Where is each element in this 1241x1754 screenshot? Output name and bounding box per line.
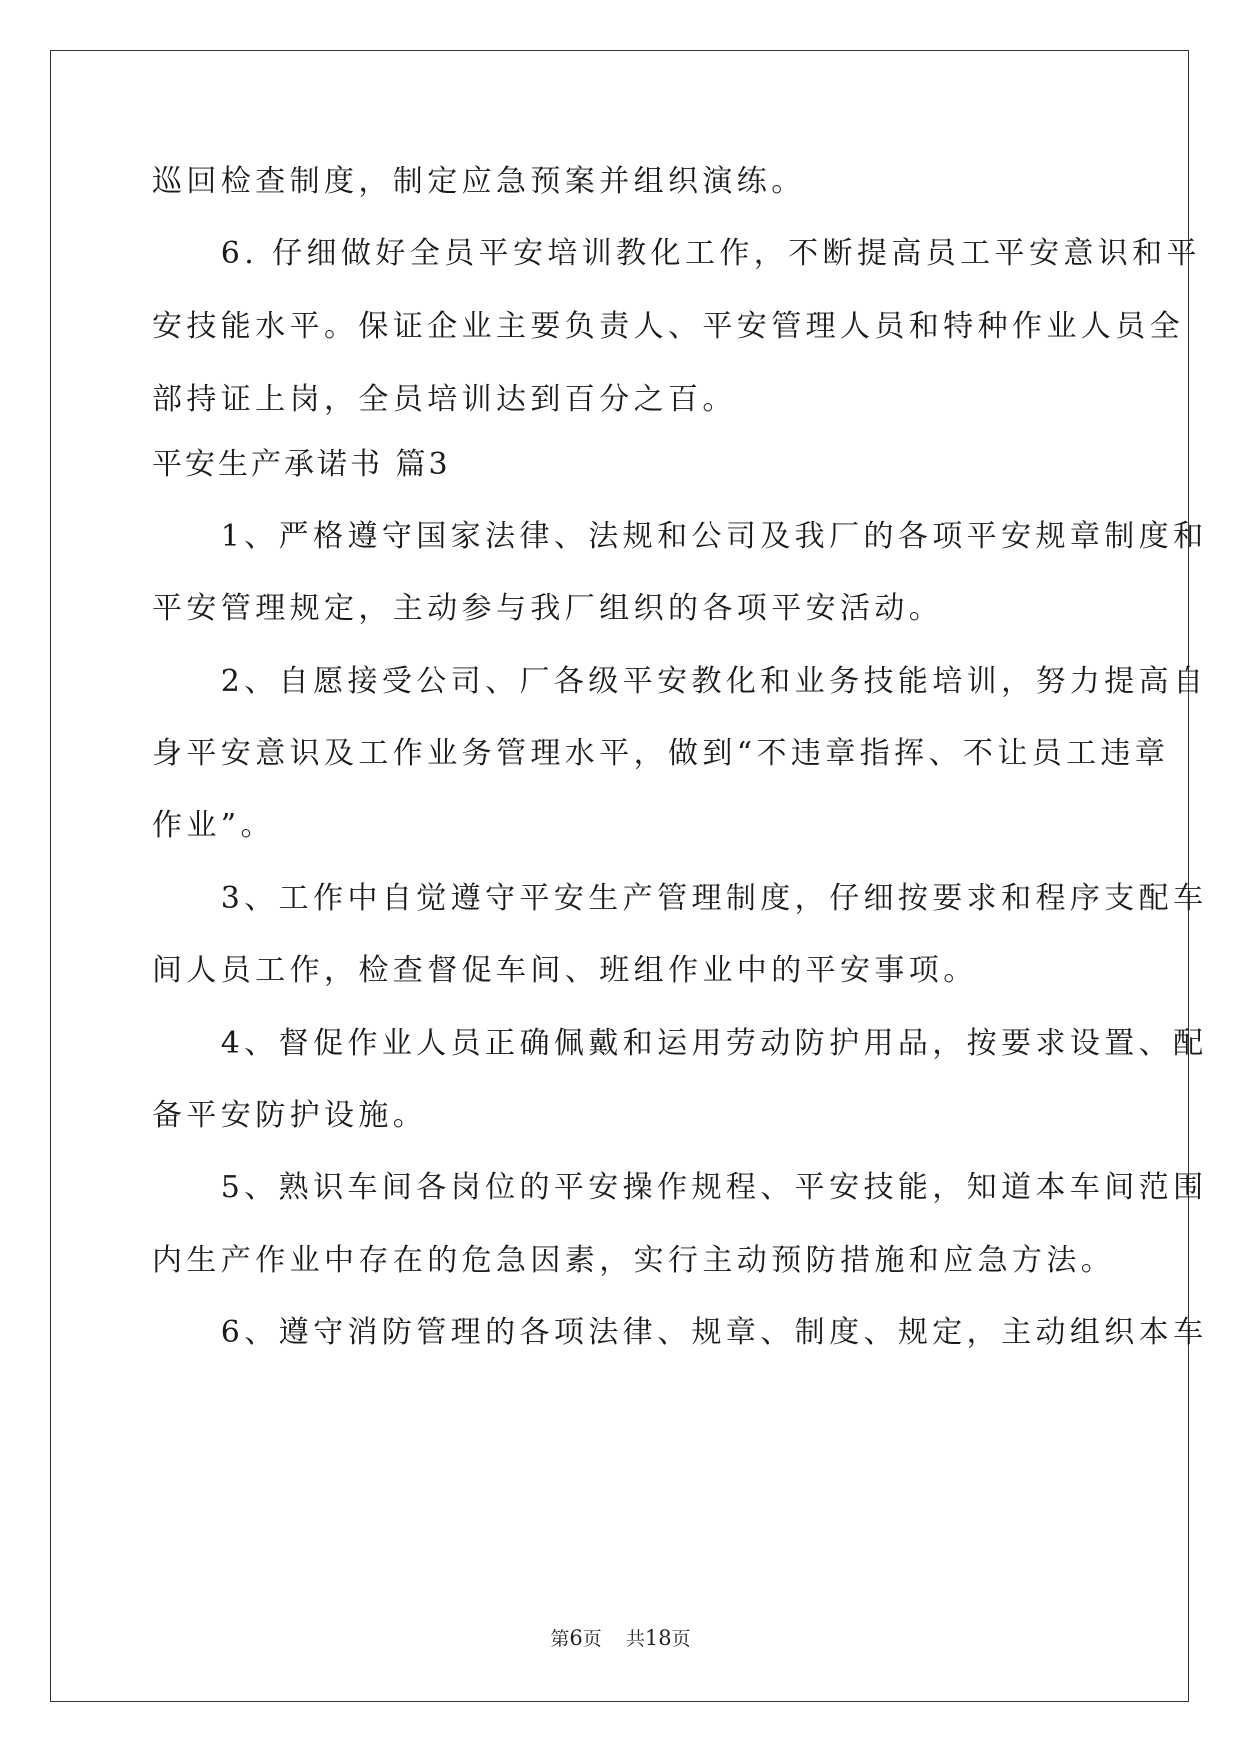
text-line: 4、督促作业人员正确佩戴和运用劳动防护用品，按要求设置、配 — [152, 1026, 1208, 1061]
text-line: 2、自愿接受公司、厂各级平安教化和业务技能培训，努力提高自 — [152, 664, 1208, 699]
page-border — [50, 50, 1189, 1702]
text-line: 平安管理规定，主动参与我厂组织的各项平安活动。 — [152, 591, 944, 626]
page-footer — [0, 1624, 1241, 1651]
text-line: 6. 仔细做好全员平安培训教化工作，不断提高员工平安意识和平 — [152, 236, 1201, 271]
text-line: 3、工作中自觉遵守平安生产管理制度，仔细按要求和程序支配车 — [152, 881, 1208, 916]
footer-prefix: 第 — [550, 1628, 570, 1650]
text-line: 部持证上岗，全员培训达到百分之百。 — [152, 382, 737, 417]
text-line: 1、严格遵守国家法律、法规和公司及我厂的各项平安规章制度和 — [152, 519, 1208, 554]
text-line: 身平安意识及工作业务管理水平，做到“不违章指挥、不让员工违章 — [152, 736, 1170, 771]
text-line: 内生产作业中存在的危急因素，实行主动预防措施和应急方法。 — [152, 1243, 1116, 1278]
text-line: 5、熟识车间各岗位的平安操作规程、平安技能，知道本车间范围 — [152, 1170, 1208, 1205]
section-heading: 平安生产承诺书 篇3 — [152, 447, 451, 482]
total-pages: 18 — [644, 1626, 672, 1650]
text-line: 间人员工作，检查督促车间、班组作业中的平安事项。 — [152, 953, 978, 988]
text-line: 6、遵守消防管理的各项法律、规章、制度、规定，主动组织本车 — [152, 1315, 1208, 1350]
text-line: 备平安防护设施。 — [152, 1098, 428, 1133]
footer-total-prefix: 共 — [625, 1628, 645, 1650]
page-number: 6 — [569, 1626, 583, 1650]
footer-page-suffix: 页 — [582, 1628, 602, 1650]
footer-total-suffix: 页 — [671, 1628, 691, 1650]
text-line: 巡回检查制度，制定应急预案并组织演练。 — [152, 164, 806, 199]
text-line: 安技能水平。保证企业主要负责人、平安管理人员和特种作业人员全 — [152, 309, 1184, 344]
text-line: 作业”。 — [152, 808, 275, 843]
